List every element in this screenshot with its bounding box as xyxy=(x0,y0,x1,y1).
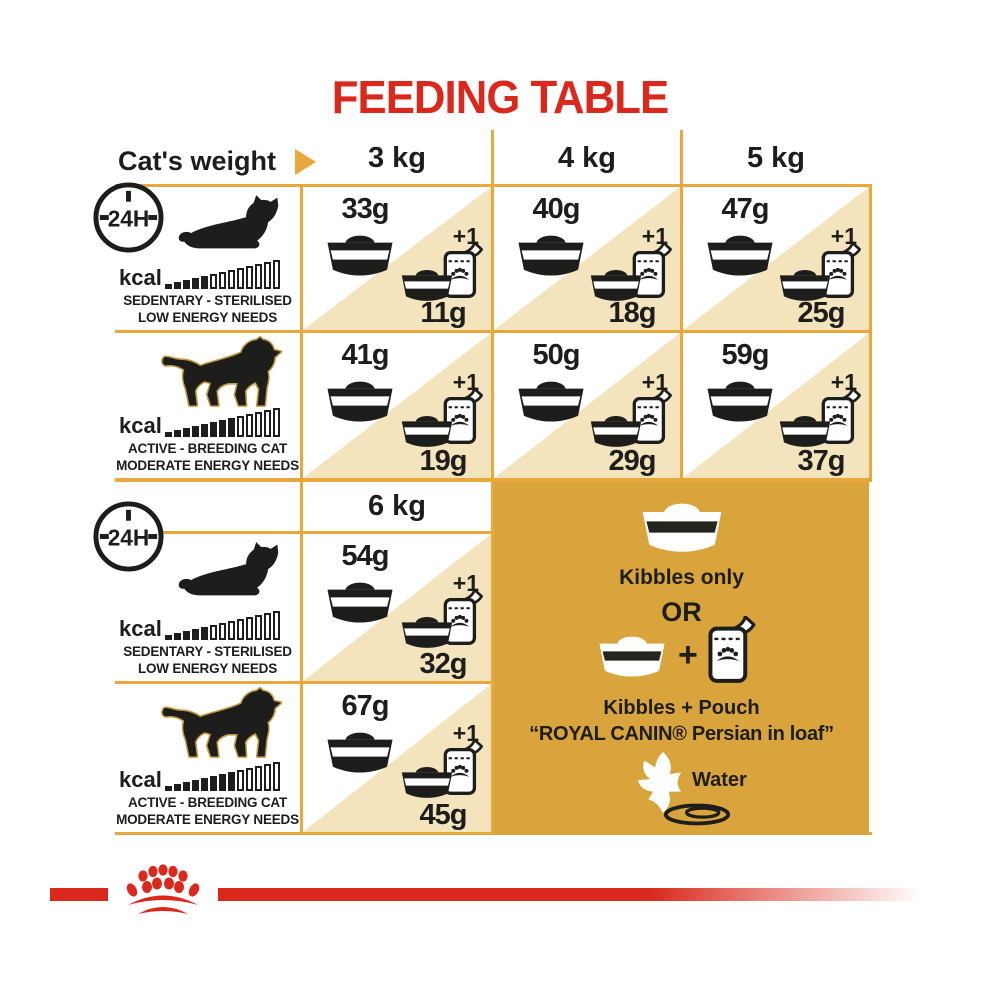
water-label: Water xyxy=(692,769,747,791)
cell-active-4kg xyxy=(494,333,680,478)
kibbles-bowl-icon xyxy=(512,377,590,425)
cell-sedentary-3kg xyxy=(303,187,491,330)
profile-line2: LOW ENERGY NEEDS xyxy=(137,661,278,676)
profile-line1: ACTIVE - BREEDING CAT xyxy=(127,795,288,810)
mixed-amount: 37g xyxy=(797,445,845,477)
plus-one-label: +1 xyxy=(641,223,668,249)
mixed-amount: 19g xyxy=(419,445,467,477)
brand-bar-right xyxy=(218,888,936,901)
column-header-3kg: 3 kg xyxy=(367,142,427,174)
pouch-icon xyxy=(706,616,756,684)
kibbles-plus-pouch-icons xyxy=(775,387,863,451)
kibbles-bowl-icon xyxy=(634,498,730,556)
profile-line1: SEDENTARY - STERILISED xyxy=(123,644,292,659)
kcal-bars xyxy=(165,408,280,437)
cats-weight-label: Cat's weight xyxy=(118,146,276,176)
mixed-amount: 25g xyxy=(797,297,845,329)
kibbles-amount: 50g xyxy=(532,339,580,371)
kibbles-plus-pouch-icons xyxy=(586,241,674,305)
bowl-icon xyxy=(397,612,457,652)
kibbles-amount: 54g xyxy=(341,540,389,572)
kibbles-bowl-icon xyxy=(701,377,779,425)
profile-line2: LOW ENERGY NEEDS xyxy=(137,310,278,325)
kibbles-bowl-icon xyxy=(321,377,399,425)
cell-sedentary-5kg xyxy=(683,187,869,330)
kibbles-amount: 33g xyxy=(341,193,389,225)
mixed-amount: 32g xyxy=(419,648,467,680)
kibbles-plus-pouch-icons xyxy=(397,241,485,305)
kibbles-plus-pouch-icons xyxy=(397,387,485,451)
kibbles-plus-pouch-icons xyxy=(586,387,674,451)
kibbles-bowl-icon xyxy=(512,231,590,279)
plus-one-label: +1 xyxy=(452,570,479,596)
kibbles-amount: 59g xyxy=(721,339,769,371)
kibbles-amount: 41g xyxy=(341,339,389,371)
cell-sedentary-4kg xyxy=(494,187,680,330)
cell-active-6kg xyxy=(303,684,491,832)
kcal-label: kcal xyxy=(119,413,162,438)
kibbles-bowl-icon xyxy=(592,632,672,680)
royal-canin-paw-logo xyxy=(111,863,215,921)
kcal-label: kcal xyxy=(119,616,162,641)
24h-text: 24H xyxy=(107,524,150,551)
plus-one-label: +1 xyxy=(830,223,857,249)
cell-sedentary-6kg xyxy=(303,534,491,681)
serving-options-panel xyxy=(494,482,869,835)
kcal-meter xyxy=(119,611,280,640)
kcal-meter xyxy=(119,762,280,791)
lying-cat-icon xyxy=(175,542,285,598)
kcal-bars xyxy=(165,260,280,289)
plus-one-label: +1 xyxy=(452,369,479,395)
plus-sign: + xyxy=(678,636,698,674)
kibbles-plus-pouch-icons xyxy=(397,738,485,802)
profile-line1: ACTIVE - BREEDING CAT xyxy=(127,441,288,456)
plus-one-label: +1 xyxy=(641,369,668,395)
walking-cat-icon xyxy=(161,686,295,766)
kibbles-amount: 47g xyxy=(721,193,769,225)
pouch-product-name: “ROYAL CANIN® Persian in loaf” xyxy=(529,723,834,745)
plus-one-label: +1 xyxy=(452,720,479,746)
plus-one-label: +1 xyxy=(830,369,857,395)
mixed-amount: 18g xyxy=(608,297,656,329)
grid-line xyxy=(869,184,872,481)
or-label: OR xyxy=(661,597,702,627)
kibbles-bowl-icon xyxy=(321,231,399,279)
mixed-amount: 29g xyxy=(608,445,656,477)
24h-text: 24H xyxy=(107,205,150,232)
walking-cat-icon xyxy=(161,335,295,415)
kcal-label: kcal xyxy=(119,767,162,792)
lying-cat-icon xyxy=(175,195,285,251)
water-saucer-icon xyxy=(662,803,732,826)
profile-line2: MODERATE ENERGY NEEDS xyxy=(116,458,299,473)
column-header-4kg: 4 kg xyxy=(557,142,617,174)
kcal-meter xyxy=(119,408,280,437)
kibbles-bowl-icon xyxy=(321,728,399,776)
kcal-meter xyxy=(119,260,280,289)
cell-active-5kg xyxy=(683,333,869,478)
24h-clock-icon xyxy=(92,500,165,573)
mixed-amount: 11g xyxy=(420,297,466,329)
kibbles-plus-pouch-icons xyxy=(397,588,485,652)
kibbles-only-label: Kibbles only xyxy=(619,566,744,589)
plus-one-label: +1 xyxy=(452,223,479,249)
bowl-icon xyxy=(397,762,457,802)
24h-clock-icon xyxy=(92,181,165,254)
kibbles-plus-pouch-icons xyxy=(775,241,863,305)
page-title: FEEDING TABLE xyxy=(331,71,669,123)
kcal-label: kcal xyxy=(119,265,162,290)
cell-active-3kg xyxy=(303,333,491,478)
kcal-bars xyxy=(165,611,280,640)
profile-line1: SEDENTARY - STERILISED xyxy=(123,293,292,308)
mixed-amount: 45g xyxy=(419,799,467,831)
profile-active-row2 xyxy=(115,684,300,832)
kibbles-bowl-icon xyxy=(321,578,399,626)
kibbles-pouch-label: Kibbles + Pouch xyxy=(603,697,760,719)
brand-bar-left xyxy=(50,888,108,901)
kibbles-amount: 67g xyxy=(341,690,389,722)
kibbles-amount: 40g xyxy=(532,193,580,225)
profile-active-row1 xyxy=(115,333,300,478)
profile-line2: MODERATE ENERGY NEEDS xyxy=(116,812,299,827)
column-header-5kg: 5 kg xyxy=(746,142,806,174)
column-header-6kg: 6 kg xyxy=(367,490,427,522)
kcal-bars xyxy=(165,762,280,791)
kibbles-bowl-icon xyxy=(701,231,779,279)
